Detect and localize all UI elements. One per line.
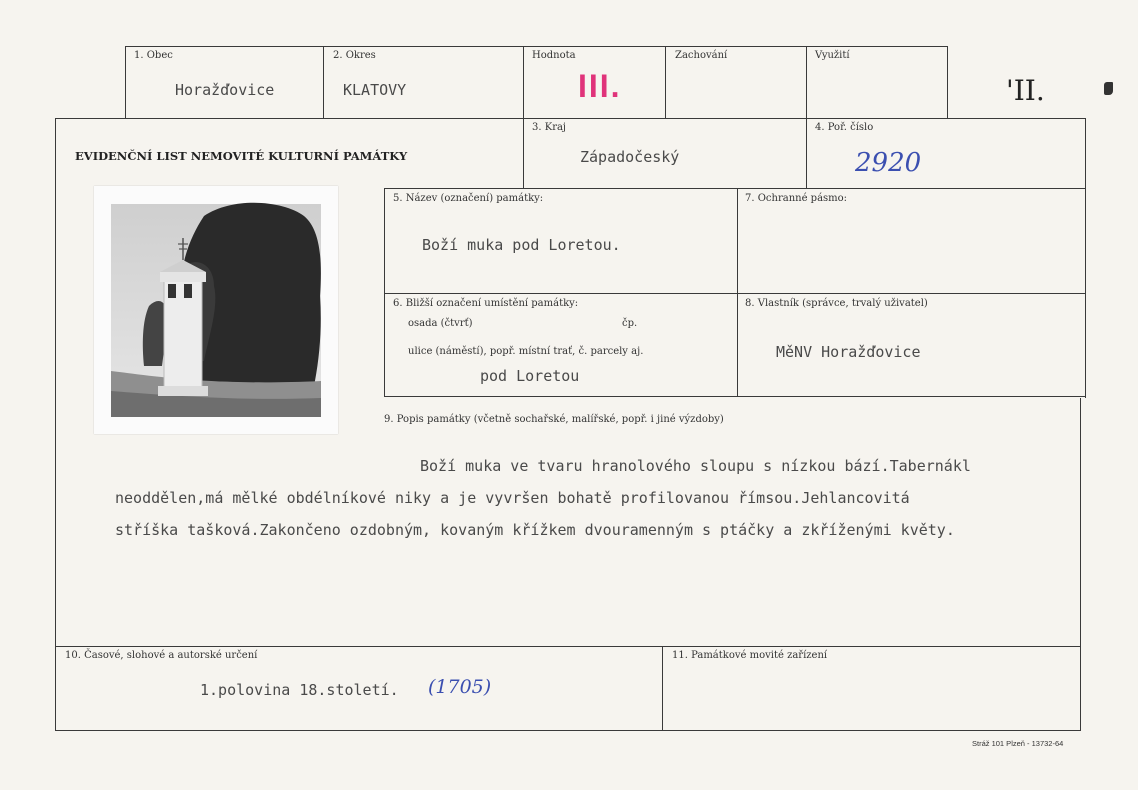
hodnota-label: Hodnota bbox=[532, 50, 576, 61]
okres-value: KLATOVY bbox=[343, 81, 407, 99]
zachovani-label: Zachování bbox=[675, 50, 728, 61]
vlastnik-value: MěNV Horažďovice bbox=[776, 343, 921, 361]
printer-imprint: Stráž 101 Plzeň - 13732-64 bbox=[972, 739, 1064, 748]
okres-label: 2. Okres bbox=[333, 50, 376, 61]
corner-mark: 'II. bbox=[1006, 74, 1045, 107]
umisteni-label: 6. Bližší označení umístění památky: bbox=[393, 298, 579, 309]
punch-mark bbox=[1104, 82, 1113, 95]
vlastnik-label: 8. Vlastník (správce, trvalý uživatel) bbox=[745, 298, 928, 309]
hodnota-stamp: III. bbox=[578, 68, 622, 104]
por-cislo-value: 2920 bbox=[855, 148, 922, 178]
pasmo-label: 7. Ochranné pásmo: bbox=[745, 193, 848, 204]
por-cislo-label: 4. Poř. číslo bbox=[815, 122, 874, 133]
popis-line-3: stříška tašková.Zakončeno ozdobným, kovaným křížkem dvouramenným s ptáčky a zkříženými květy. bbox=[115, 521, 955, 539]
urceni-label: 10. Časové, slohové a autorské určení bbox=[65, 650, 258, 661]
urceni-value: 1.polovina 18.století. bbox=[200, 681, 399, 699]
popis-line-2: neoddělen,má mělké obdélníkové niky a je vyvršen bohatě profilovanou římsou.Jehlancovitá bbox=[115, 489, 910, 507]
nazev-value: Boží muka pod Loretou. bbox=[422, 236, 621, 254]
nazev-label: 5. Název (označení) památky: bbox=[393, 193, 544, 204]
cp-label: čp. bbox=[622, 318, 638, 329]
kraj-value: Západočeský bbox=[580, 148, 680, 166]
popis-label: 9. Popis památky (včetně sochařské, malířské, popř. i jiné výzdoby) bbox=[384, 414, 724, 425]
kraj-label: 3. Kraj bbox=[532, 122, 567, 133]
ulice-value: pod Loretou bbox=[480, 367, 580, 385]
obec-value: Horažďovice bbox=[175, 81, 275, 99]
monument-photo bbox=[94, 186, 338, 434]
monument-photo-frame bbox=[94, 186, 338, 434]
urceni-handwritten: (1705) bbox=[428, 676, 492, 698]
document-title: EVIDENČNÍ LIST NEMOVITÉ KULTURNÍ PAMÁTKY bbox=[75, 149, 408, 163]
zarizeni-label: 11. Památkové movité zařízení bbox=[672, 650, 828, 661]
vyuziti-label: Využití bbox=[815, 50, 850, 61]
ulice-label: ulice (náměstí), popř. místní trať, č. parcely aj. bbox=[408, 346, 644, 357]
osada-label: osada (čtvrť) bbox=[408, 318, 473, 329]
obec-label: 1. Obec bbox=[134, 50, 173, 61]
popis-line-1: Boží muka ve tvaru hranolového sloupu s nízkou bází.Tabernákl bbox=[420, 457, 971, 475]
